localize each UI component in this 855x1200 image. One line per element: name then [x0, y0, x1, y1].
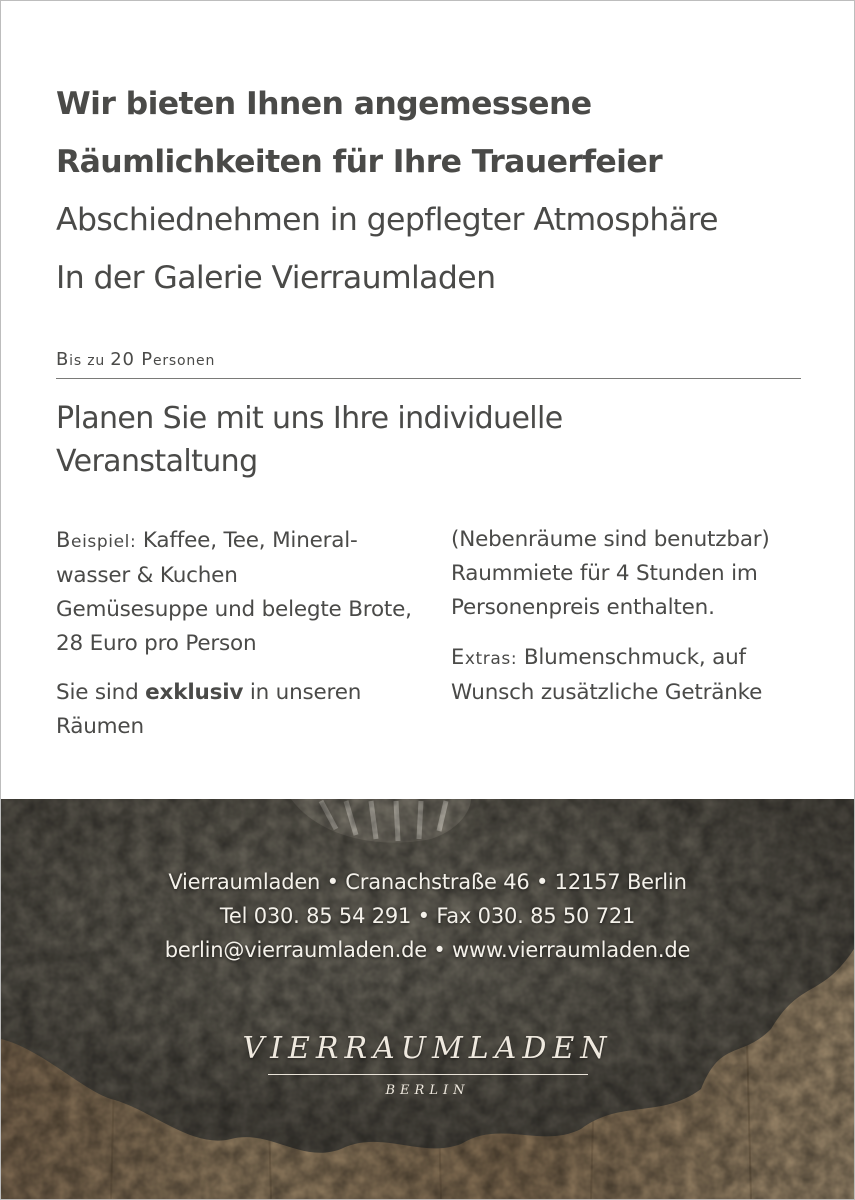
extras-label-initial: E	[451, 645, 465, 669]
headline-line-4: In der Galerie Vierraumladen	[56, 260, 496, 296]
extras-text: Blumenschmuck, auf Wunsch zusätzliche Getränke	[451, 645, 763, 705]
example-label-rest: eispiel:	[71, 532, 137, 552]
section-title-initial-2: P	[141, 349, 153, 370]
section-title-initial: B	[56, 349, 70, 370]
headline-line-2: Räumlichkeiten für Ihre Trauerfeier	[56, 144, 663, 180]
offer-section	[56, 349, 801, 483]
contact-info	[1, 865, 854, 967]
lead-text: Planen Sie mit uns Ihre individuelle Veranstaltung	[56, 401, 563, 479]
exclusive-paragraph	[56, 676, 426, 744]
section-title	[56, 349, 801, 379]
text-panel	[1, 1, 854, 799]
logo-subtitle: BERLIN	[385, 1083, 470, 1098]
web-line: berlin@vierraumladen.de • www.vierraumladen.de	[164, 938, 691, 962]
extras-label-rest: xtras:	[464, 649, 518, 669]
rooms-paragraph: (Nebenräume sind benutzbar) Raummiete für 4 Stunden im Personenpreis enthalten.	[451, 527, 770, 620]
section-title-number: 20	[110, 349, 142, 370]
extras-label	[451, 645, 518, 669]
section-title-smallcaps: is zu	[69, 353, 111, 369]
logo-wordmark: VIERRAUMLADEN	[242, 1031, 613, 1066]
exclusive-post: in unseren Räumen	[56, 680, 362, 739]
extras-paragraph	[451, 640, 821, 710]
section-title-smallcaps-2: ersonen	[152, 353, 216, 369]
example-text: Kaffee, Tee, Mineral-wasser & Kuchen	[56, 528, 358, 588]
details-left	[56, 523, 426, 759]
exclusive-bold: exklusiv	[145, 680, 244, 705]
stone-on-wood-photo	[1, 799, 854, 1199]
vierraumladen-logo	[1, 1031, 854, 1098]
details-right	[451, 523, 821, 725]
example-label-initial: B	[56, 528, 72, 552]
phone-line: Tel 030. 85 54 291 • Fax 030. 85 50 721	[219, 904, 636, 928]
headline-line-1: Wir bieten Ihnen angemessene	[56, 86, 592, 122]
address-line: Vierraumladen • Cranachstraße 46 • 12157 Berlin	[168, 870, 687, 894]
example-paragraph	[56, 523, 426, 661]
headline-line-3: Abschiednehmen in gepflegter Atmosphäre	[56, 202, 718, 238]
exclusive-pre: Sie sind	[56, 680, 146, 705]
headline	[56, 75, 816, 307]
example-label	[56, 528, 137, 552]
logo-divider	[268, 1074, 588, 1075]
example-text-2: Gemüsesuppe und belegte Brote, 28 Euro pro Person	[56, 597, 412, 656]
photo-footer	[1, 799, 854, 1199]
